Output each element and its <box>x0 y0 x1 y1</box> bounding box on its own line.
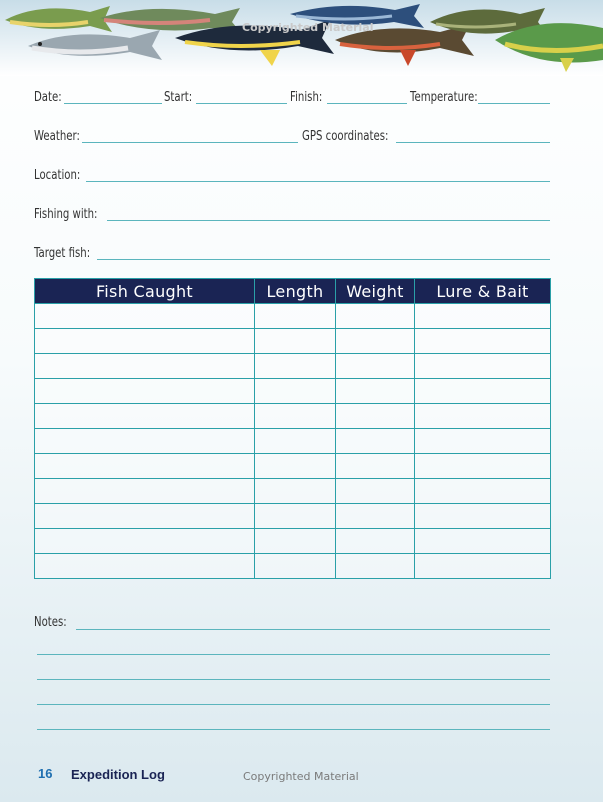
finish-label: Finish: <box>290 90 323 105</box>
weather-label: Weather: <box>34 129 80 144</box>
table-cell[interactable] <box>255 404 336 429</box>
watermark: Copyrighted Material <box>243 770 359 783</box>
header-weight: Weight <box>336 279 415 304</box>
table-cell[interactable] <box>336 504 415 529</box>
table-cell[interactable] <box>35 354 255 379</box>
table-cell[interactable] <box>336 454 415 479</box>
table-cell[interactable] <box>35 404 255 429</box>
table-cell[interactable] <box>35 429 255 454</box>
catch-table <box>34 278 551 579</box>
start-field[interactable] <box>196 103 287 104</box>
gps-label: GPS coordinates: <box>302 129 389 144</box>
table-cell[interactable] <box>255 504 336 529</box>
gps-field[interactable] <box>396 142 550 143</box>
temperature-label: Temperature: <box>410 90 478 105</box>
fishing-with-field[interactable] <box>107 220 550 221</box>
table-cell[interactable] <box>336 429 415 454</box>
table-cell[interactable] <box>336 529 415 554</box>
table-cell[interactable] <box>255 429 336 454</box>
date-label: Date: <box>34 90 62 105</box>
table-cell[interactable] <box>336 329 415 354</box>
notes-line[interactable] <box>76 629 550 630</box>
header-lure-bait: Lure & Bait <box>415 279 551 304</box>
table-cell[interactable] <box>35 504 255 529</box>
table-cell[interactable] <box>336 404 415 429</box>
table-row <box>35 454 551 479</box>
table-cell[interactable] <box>415 454 551 479</box>
table-cell[interactable] <box>415 329 551 354</box>
table-cell[interactable] <box>415 354 551 379</box>
table-row <box>35 329 551 354</box>
table-cell[interactable] <box>336 554 415 579</box>
fishing-with-label: Fishing with: <box>34 207 98 222</box>
table-row <box>35 404 551 429</box>
header-fish-caught: Fish Caught <box>35 279 255 304</box>
finish-field[interactable] <box>327 103 407 104</box>
table-row <box>35 504 551 529</box>
table-header-row <box>35 279 551 304</box>
table-cell[interactable] <box>415 304 551 329</box>
table-cell[interactable] <box>35 329 255 354</box>
target-fish-field[interactable] <box>97 259 550 260</box>
fish-banner <box>0 0 603 76</box>
table-cell[interactable] <box>255 479 336 504</box>
notes-line[interactable] <box>37 679 550 680</box>
table-cell[interactable] <box>35 454 255 479</box>
page-number: 16 <box>38 766 53 781</box>
table-cell[interactable] <box>415 479 551 504</box>
notes-label: Notes: <box>34 615 67 630</box>
table-cell[interactable] <box>415 504 551 529</box>
weather-field[interactable] <box>82 142 298 143</box>
table-row <box>35 379 551 404</box>
table-cell[interactable] <box>255 454 336 479</box>
table-cell[interactable] <box>35 304 255 329</box>
table-row <box>35 479 551 504</box>
table-row <box>35 354 551 379</box>
table-cell[interactable] <box>35 529 255 554</box>
table-cell[interactable] <box>336 379 415 404</box>
watermark: Copyrighted Material <box>242 21 374 34</box>
location-field[interactable] <box>86 181 550 182</box>
table-cell[interactable] <box>336 304 415 329</box>
table-cell[interactable] <box>336 354 415 379</box>
table-cell[interactable] <box>415 429 551 454</box>
table-cell[interactable] <box>35 479 255 504</box>
date-field[interactable] <box>64 103 162 104</box>
table-cell[interactable] <box>35 379 255 404</box>
location-label: Location: <box>34 168 81 183</box>
table-row <box>35 304 551 329</box>
notes-line[interactable] <box>37 654 550 655</box>
target-fish-label: Target fish: <box>34 246 91 261</box>
header-length: Length <box>255 279 336 304</box>
table-cell[interactable] <box>255 354 336 379</box>
table-cell[interactable] <box>415 554 551 579</box>
table-row <box>35 429 551 454</box>
table-cell[interactable] <box>415 404 551 429</box>
table-cell[interactable] <box>35 554 255 579</box>
table-row <box>35 529 551 554</box>
table-cell[interactable] <box>255 304 336 329</box>
notes-line[interactable] <box>37 729 550 730</box>
table-row <box>35 554 551 579</box>
table-cell[interactable] <box>255 554 336 579</box>
table-cell[interactable] <box>415 379 551 404</box>
table-cell[interactable] <box>255 529 336 554</box>
table-cell[interactable] <box>255 329 336 354</box>
temperature-field[interactable] <box>478 103 550 104</box>
table-cell[interactable] <box>415 529 551 554</box>
section-title: Expedition Log <box>71 767 165 782</box>
start-label: Start: <box>164 90 193 105</box>
notes-line[interactable] <box>37 704 550 705</box>
table-cell[interactable] <box>255 379 336 404</box>
table-cell[interactable] <box>336 479 415 504</box>
